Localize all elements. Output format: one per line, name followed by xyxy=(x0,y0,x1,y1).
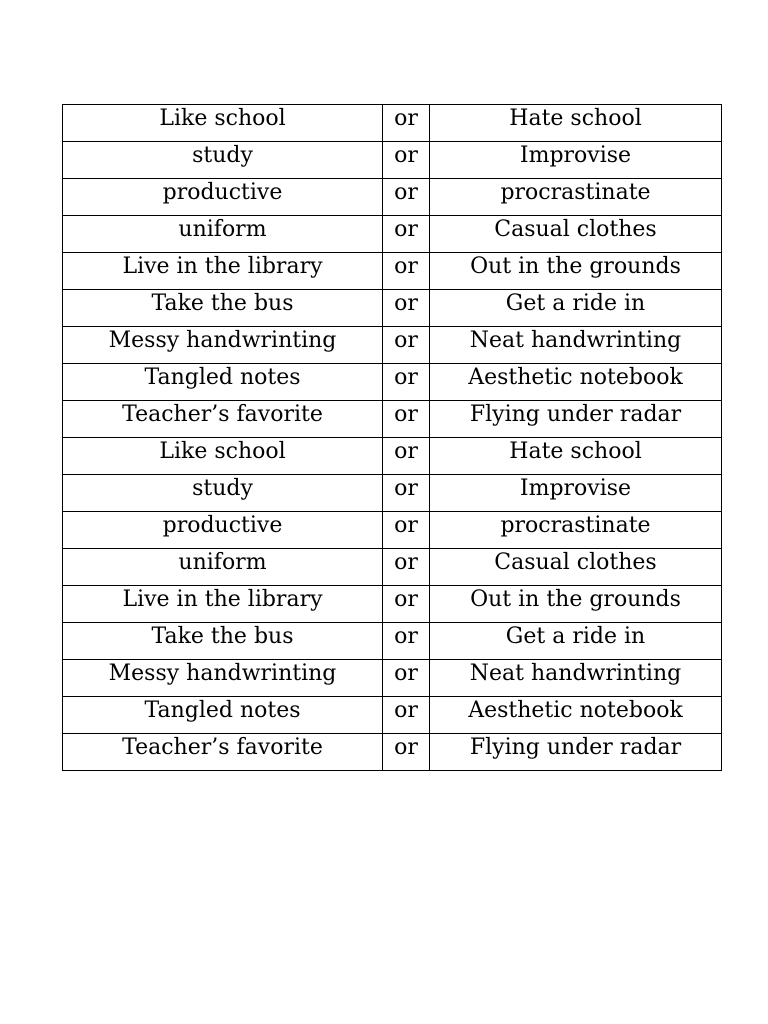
option-right-cell: procrastinate xyxy=(430,179,722,216)
or-cell: or xyxy=(383,512,430,549)
option-left-cell: Live in the library xyxy=(63,253,383,290)
option-left-cell: Take the bus xyxy=(63,290,383,327)
option-left-cell: Tangled notes xyxy=(63,697,383,734)
or-cell: or xyxy=(383,216,430,253)
table-row xyxy=(63,216,722,253)
or-cell: or xyxy=(383,401,430,438)
or-cell: or xyxy=(383,253,430,290)
table-body xyxy=(63,105,722,771)
option-right-cell: Improvise xyxy=(430,475,722,512)
option-left-cell: Teacher’s favorite xyxy=(63,734,383,771)
option-left-cell: uniform xyxy=(63,216,383,253)
table-row xyxy=(63,660,722,697)
or-cell: or xyxy=(383,142,430,179)
or-cell: or xyxy=(383,438,430,475)
table-row xyxy=(63,586,722,623)
option-left-cell: uniform xyxy=(63,549,383,586)
option-right-cell: Out in the grounds xyxy=(430,586,722,623)
option-right-cell: Aesthetic notebook xyxy=(430,697,722,734)
table-row xyxy=(63,327,722,364)
option-right-cell: Hate school xyxy=(430,105,722,142)
or-cell: or xyxy=(383,623,430,660)
table-row xyxy=(63,475,722,512)
option-left-cell: Take the bus xyxy=(63,623,383,660)
option-right-cell: Casual clothes xyxy=(430,216,722,253)
option-right-cell: Neat handwrinting xyxy=(430,327,722,364)
option-left-cell: Messy handwrinting xyxy=(63,660,383,697)
option-right-cell: Casual clothes xyxy=(430,549,722,586)
option-right-cell: Out in the grounds xyxy=(430,253,722,290)
option-left-cell: Messy handwrinting xyxy=(63,327,383,364)
or-cell: or xyxy=(383,697,430,734)
table-row xyxy=(63,364,722,401)
option-right-cell: Flying under radar xyxy=(430,734,722,771)
option-right-cell: Get a ride in xyxy=(430,290,722,327)
option-left-cell: Live in the library xyxy=(63,586,383,623)
or-cell: or xyxy=(383,290,430,327)
table-row xyxy=(63,401,722,438)
option-right-cell: procrastinate xyxy=(430,512,722,549)
option-right-cell: Get a ride in xyxy=(430,623,722,660)
option-left-cell: study xyxy=(63,142,383,179)
table-row xyxy=(63,142,722,179)
table-row xyxy=(63,105,722,142)
option-left-cell: Like school xyxy=(63,438,383,475)
option-left-cell: Tangled notes xyxy=(63,364,383,401)
option-left-cell: productive xyxy=(63,179,383,216)
table-row xyxy=(63,734,722,771)
or-cell: or xyxy=(383,549,430,586)
this-or-that-table xyxy=(62,104,722,771)
or-cell: or xyxy=(383,734,430,771)
or-cell: or xyxy=(383,105,430,142)
option-right-cell: Aesthetic notebook xyxy=(430,364,722,401)
or-cell: or xyxy=(383,586,430,623)
or-cell: or xyxy=(383,475,430,512)
table-row xyxy=(63,623,722,660)
option-left-cell: study xyxy=(63,475,383,512)
option-left-cell: Like school xyxy=(63,105,383,142)
table-row xyxy=(63,697,722,734)
table-row xyxy=(63,290,722,327)
or-cell: or xyxy=(383,364,430,401)
table-row xyxy=(63,512,722,549)
option-right-cell: Neat handwrinting xyxy=(430,660,722,697)
table-row xyxy=(63,179,722,216)
or-cell: or xyxy=(383,327,430,364)
or-cell: or xyxy=(383,660,430,697)
option-right-cell: Hate school xyxy=(430,438,722,475)
table-row xyxy=(63,549,722,586)
table-row xyxy=(63,253,722,290)
option-right-cell: Improvise xyxy=(430,142,722,179)
option-left-cell: Teacher’s favorite xyxy=(63,401,383,438)
document-page xyxy=(62,104,722,771)
table-row xyxy=(63,438,722,475)
option-right-cell: Flying under radar xyxy=(430,401,722,438)
option-left-cell: productive xyxy=(63,512,383,549)
or-cell: or xyxy=(383,179,430,216)
